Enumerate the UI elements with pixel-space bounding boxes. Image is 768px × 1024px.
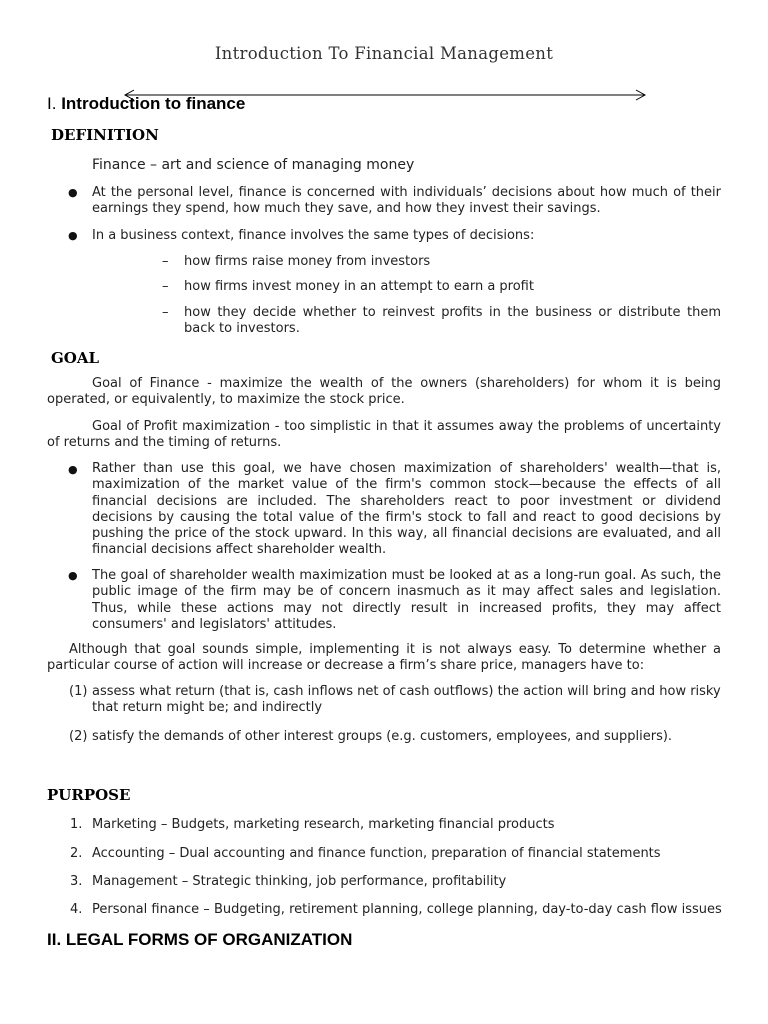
definition-dash-item-1: how firms raise money from investors <box>184 254 431 269</box>
definition-heading: DEFINITION <box>51 126 159 144</box>
goal-bullet-2: The goal of shareholder wealth maximization must be looked at as a long-run goal. As such, the public image of the firm may be of concern inasmuch as it may affect sales and legislation. Thus, while these actions may not directly result in increased profits, they may affect consumers' and legislators' attitudes. <box>92 568 721 632</box>
goal-step-2: satisfy the demands of other interest groups (e.g. customers, employees, and suppliers). <box>92 729 673 744</box>
purpose-item-4: Personal finance – Budgeting, retirement planning, college planning, day-to-day cash flow issues <box>92 902 722 917</box>
purpose-heading: PURPOSE <box>47 786 131 804</box>
section-heading-introduction <box>47 94 245 114</box>
dash-icon: – <box>162 305 169 320</box>
dash-icon: – <box>162 279 169 294</box>
bullet-icon: ● <box>68 463 78 476</box>
section-number: I. <box>47 94 57 113</box>
goal-step-1: assess what return (that is, cash inflows net of cash outflows) the action will bring and how risky that return might be; and indirectly <box>92 684 721 716</box>
purpose-item-number: 1. <box>70 817 83 832</box>
definition-dash-item-3: how they decide whether to reinvest profits in the business or distribute them back to investors. <box>184 305 721 337</box>
purpose-item-3: Management – Strategic thinking, job performance, profitability <box>92 874 507 889</box>
bullet-icon: ● <box>68 229 78 242</box>
document-title: Introduction To Financial Management <box>214 44 554 63</box>
definition-bullet-1: At the personal level, finance is concerned with individuals’ decisions about how much of their earnings they spend, how much they save, and how they invest their savings. <box>92 185 721 217</box>
step-label: (1) <box>69 684 88 699</box>
definition-bullet-2: In a business context, finance involves the same types of decisions: <box>92 228 535 243</box>
purpose-item-number: 4. <box>70 902 83 917</box>
section-title: Introduction to finance <box>61 94 246 113</box>
step-label: (2) <box>69 729 88 744</box>
definition-dash-item-2: how firms invest money in an attempt to earn a profit <box>184 279 534 294</box>
purpose-item-number: 2. <box>70 846 83 861</box>
purpose-item-number: 3. <box>70 874 83 889</box>
goal-paragraph-3: Although that goal sounds simple, implementing it is not always easy. To determine whether a particular course of action will increase or decrease a firm’s share price, managers have to: <box>47 642 721 674</box>
goal-bullet-1: Rather than use this goal, we have chosen maximization of shareholders' wealth—that is, maximization of the market value of the firm's common stock—because the effects of all financial decisions are included. The shareholders react to poor investment or dividend decisions by causing the total value of the firm's stock to fall and react to good decisions by pushing the price of the stock upward. In this way, all financial decisions are evaluated, and all financial decisions affect shareholder wealth. <box>92 461 721 558</box>
goal-paragraph-1: Goal of Finance - maximize the wealth of the owners (shareholders) for whom it is being operated, or equivalently, to maximize the stock price. <box>47 376 721 408</box>
purpose-item-1: Marketing – Budgets, marketing research, marketing financial products <box>92 817 555 832</box>
goal-paragraph-2: Goal of Profit maximization - too simplistic in that it assumes away the problems of uncertainty of returns and the timing of returns. <box>47 419 721 451</box>
definition-lead: Finance – art and science of managing money <box>92 157 415 173</box>
dash-icon: – <box>162 254 169 269</box>
bullet-icon: ● <box>68 569 78 582</box>
bullet-icon: ● <box>68 186 78 199</box>
purpose-item-2: Accounting – Dual accounting and finance function, preparation of financial statements <box>92 846 661 861</box>
goal-heading: GOAL <box>51 349 100 367</box>
section-heading-legal-forms: II. LEGAL FORMS OF ORGANIZATION <box>47 930 353 949</box>
